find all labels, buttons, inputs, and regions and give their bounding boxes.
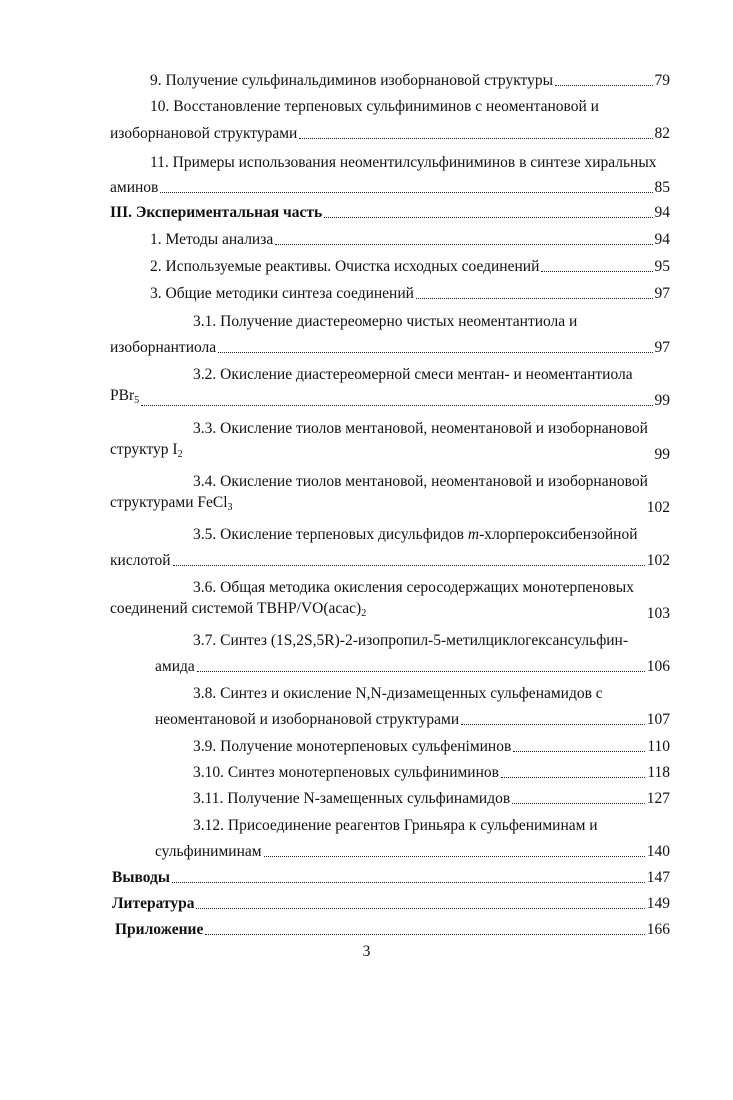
toc-entry-page: 140	[646, 843, 670, 860]
toc-entry-page: 106	[646, 658, 670, 675]
toc-entry	[150, 71, 670, 91]
leader-dots	[205, 934, 644, 935]
toc-entry-page: 147	[646, 869, 670, 886]
toc-entry-page: 94	[654, 231, 670, 248]
toc-entry-page: 85	[654, 179, 670, 196]
toc-entry-page: 102	[646, 552, 670, 569]
leader-dots	[196, 908, 644, 909]
toc-entry	[110, 338, 670, 358]
toc-entry	[110, 124, 670, 144]
toc-entry	[110, 551, 670, 571]
toc-entry-line: 3.8. Синтез и окисление N,N-дизамещенных сульфенамидов с	[193, 685, 603, 702]
toc-entry-page: 97	[654, 339, 670, 356]
toc-entry	[112, 868, 670, 888]
toc-entry	[193, 737, 670, 757]
toc-entry	[110, 178, 670, 198]
toc-entry	[155, 842, 670, 862]
toc-entry-title: Литература	[112, 895, 195, 912]
toc-entry	[150, 257, 670, 277]
toc-entry	[110, 600, 670, 624]
toc-entry-title: структур $I_2$	[110, 441, 183, 460]
toc-entry-page: 95	[654, 258, 670, 275]
leader-dots	[299, 138, 652, 139]
toc-entry-line: 3.5. Окисление терпеновых дисульфидов m-хлорпероксибензойной	[193, 526, 638, 543]
leader-dots	[197, 671, 645, 672]
toc-entry-title: кислотой	[110, 552, 171, 569]
leader-dots	[218, 352, 652, 353]
toc-entry-line: 3.6. Общая методика окисления серосодержащих монотерпеновых	[193, 579, 634, 596]
toc-entry-title: структурами FeCl$_3$	[110, 494, 233, 513]
toc-entry-page: 97	[654, 285, 670, 302]
toc-entry-page: 102	[646, 499, 670, 516]
toc-entry	[155, 710, 670, 730]
toc-entry-line: 10. Восстановление терпеновых сульфиниминов с неоментановой и	[150, 98, 599, 115]
toc-entry	[150, 230, 670, 250]
leader-dots	[512, 803, 645, 804]
leader-dots	[173, 565, 645, 566]
toc-entry	[110, 203, 670, 223]
toc-entry-line: 3.12. Присоединение реагентов Гриньяра к сульфениминам и	[193, 817, 598, 834]
toc-entry-title: изоборнантиола	[110, 339, 217, 356]
toc-entry	[110, 494, 670, 518]
leader-dots	[513, 751, 645, 752]
leader-dots	[264, 856, 645, 857]
toc-entry	[112, 894, 670, 914]
leader-dots	[555, 85, 652, 86]
toc-entry-title: соединений системой TBHP/$VO(acac)_2$	[110, 600, 367, 619]
leader-dots	[324, 217, 652, 218]
toc-entry-page: 149	[646, 895, 670, 912]
toc-entry-line: 3.3. Окисление тиолов ментановой, неоментановой и изоборнановой	[193, 420, 648, 437]
toc-entry-title: 3.9. Получение монотерпеновых сульфенiминов	[193, 738, 512, 755]
toc-entry-page: 99	[654, 392, 670, 409]
leader-dots	[160, 192, 652, 193]
leader-dots	[141, 405, 652, 406]
toc-entry	[110, 441, 670, 465]
toc-entry-page: 127	[646, 790, 670, 807]
page-number: 3	[362, 943, 371, 960]
toc-entry-page: 79	[654, 72, 670, 89]
toc-entry	[110, 387, 670, 411]
toc-entry-title: III. Экспериментальная часть	[110, 204, 323, 221]
toc-entry-title: неоментановой и изоборнановой структурами	[155, 711, 460, 728]
toc-entry-page: 107	[646, 711, 670, 728]
toc-entry-line: 3.1. Получение диастереомерно чистых неоментантиола и	[193, 313, 578, 330]
toc-entry-title: 1. Методы анализа	[150, 231, 274, 248]
toc-entry-title: 3. Общие методики синтеза соединений	[150, 285, 414, 302]
toc-entry-line: 3.7. Синтез (1S,2S,5R)-2-изопропил-5-метилциклогексансульфин-	[193, 632, 628, 649]
toc-entry	[155, 657, 670, 677]
toc-entry-page: 110	[647, 738, 670, 755]
leader-dots	[416, 298, 653, 299]
toc-entry	[193, 789, 670, 809]
toc-entry-title: сульфиниминам	[155, 843, 262, 860]
leader-dots	[275, 244, 652, 245]
toc-entry-page: 99	[654, 446, 670, 463]
toc-entry-title: 2. Используемые реактивы. Очистка исходных соединений	[150, 258, 540, 275]
toc-entry-page: 118	[647, 764, 670, 781]
toc-entry-title: 3.11. Получение N-замещенных сульфинамидов	[193, 790, 511, 807]
toc-entry-title: Приложение	[115, 921, 204, 938]
toc-entry-title: Выводы	[112, 869, 170, 886]
toc-entry-title: 9. Получение сульфинальдиминов изоборнановой структуры	[150, 72, 554, 89]
toc-entry-page: 166	[646, 921, 670, 938]
toc-entry-page: 82	[654, 125, 670, 142]
toc-entry-line: 3.4. Окисление тиолов ментановой, неоментановой и изоборнановой	[193, 473, 648, 490]
toc-entry-line: 3.2. Окисление диастереомерной смеси ментан- и неоментантиола	[193, 366, 633, 383]
toc-entry-title: изоборнановой структурами	[110, 125, 298, 142]
toc-entry	[193, 763, 670, 783]
leader-dots	[501, 777, 645, 778]
toc-entry-title: аминов	[110, 179, 159, 196]
toc-entry-title: амида	[155, 658, 195, 675]
leader-dots	[541, 271, 652, 272]
toc-entry-line: 11. Примеры использования неоментилсульфиниминов в синтезе хиральных	[150, 154, 657, 171]
toc-entry-title: 3.10. Синтез монотерпеновых сульфиниминов	[193, 764, 499, 781]
toc-entry	[115, 920, 670, 940]
toc-entry-title: PBr$_5$	[110, 387, 140, 406]
toc-entry-page: 94	[654, 204, 670, 221]
toc-entry	[150, 284, 670, 304]
leader-dots	[461, 724, 645, 725]
leader-dots	[172, 882, 645, 883]
toc-entry-page: 103	[646, 605, 670, 622]
